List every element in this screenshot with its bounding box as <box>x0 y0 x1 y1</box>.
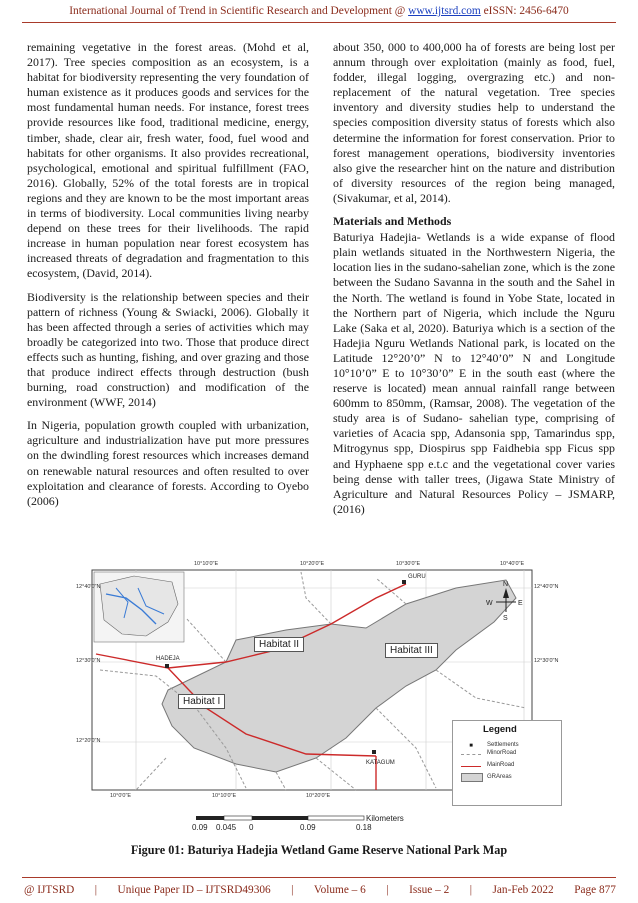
settlement-marker <box>372 750 376 754</box>
legend-item: GRAreas <box>487 774 512 780</box>
compass-w: W <box>486 600 493 607</box>
place-label-guru: GURU <box>408 574 426 580</box>
left-column <box>27 40 309 517</box>
legend-item: MainRoad <box>487 762 515 768</box>
page-footer <box>24 884 616 896</box>
lat-tick: 12°40'0"N <box>534 584 559 590</box>
paragraph: about 350, 000 to 400,000 ha of forests are being lost per annum through over exploitation (mainly as food, fuel, fodder, illegal logging, overgrazing etc.) and non-replacement of the natural vegetation. Tree species inventory and diversity studies help to understand the species composition diversity status of forests which also determine the information for forest conservation. Prior to forest management operations, biodiversity inventories also give the researcher hint on the nature and distribution of diversity resources of the region being managed, (Sivakumar, et al, 2014). <box>333 40 615 205</box>
footer-page: Page 877 <box>574 884 616 896</box>
place-label-hadeja: HADEJA <box>156 656 180 662</box>
right-column <box>333 40 615 525</box>
lat-tick: 12°30'0"N <box>534 658 559 664</box>
lon-tick: 10°0'0"E <box>110 793 132 799</box>
settlement-marker <box>402 580 406 584</box>
scale-label: 0.045 <box>216 823 237 832</box>
scale-label: 0 <box>249 823 254 832</box>
settlement-marker <box>165 664 169 668</box>
footer-volume: Volume – 6 <box>313 884 366 896</box>
scale-label: 0.09 <box>300 823 316 832</box>
map-legend <box>452 720 562 806</box>
lat-tick: 12°30'0"N <box>76 658 101 664</box>
legend-item: MinorRoad <box>487 750 517 756</box>
place-label-katagum: KATAGUM <box>366 760 395 766</box>
journal-name: International Journal of Trend in Scientific Research and Development @ <box>69 5 409 17</box>
habitat-2-label: Habitat II <box>254 637 304 652</box>
scale-bar <box>196 816 364 820</box>
habitat-3-label: Habitat III <box>385 643 438 658</box>
footer-journal: @ IJTSRD <box>24 884 75 896</box>
page-header <box>0 5 638 17</box>
lon-tick: 10°20'0"E <box>300 561 325 567</box>
footer-sep: | <box>386 884 389 896</box>
compass-e: E <box>518 600 523 607</box>
header-rule <box>22 22 616 23</box>
scale-label: 0.18 <box>356 823 372 832</box>
lat-tick: 12°20'0"N <box>76 738 101 744</box>
compass-s: S <box>503 615 508 622</box>
minor-road-legend-icon <box>461 754 481 755</box>
lon-tick: 10°10'0"E <box>212 793 237 799</box>
footer-sep: | <box>94 884 98 896</box>
footer-rule <box>22 877 616 878</box>
issn: eISSN: 2456-6470 <box>480 5 569 17</box>
footer-date: Jan-Feb 2022 <box>492 884 554 896</box>
scale-label: 0.09 <box>192 823 208 832</box>
paragraph: In Nigeria, population growth coupled with urbanization, agriculture and industrialization have put more pressures on the dwindling forest resources which increases demand on renewable natural resources and often resulted to over exploitation and clearance of forests. According to Oyebo (2006) <box>27 418 309 508</box>
lon-tick: 10°10'0"E <box>194 561 219 567</box>
lon-tick: 10°40'0"E <box>500 561 525 567</box>
settlement-legend-icon: ■ <box>469 743 473 749</box>
paragraph: Biodiversity is the relationship between species and their pattern of richness (Young & Swiacki, 2006). Globally it has been affected through a series of activities which may broadly be categorized into two. Those that produce direct effects such as hunting, fishing, and over grazing and those that produce indirect effects through destruction (bush burning, road construction) and modification of the environment (WWF, 2014) <box>27 289 309 410</box>
journal-link[interactable]: www.ijtsrd.com <box>408 5 481 17</box>
legend-item: Settlements <box>487 742 519 748</box>
footer-issue: Issue – 2 <box>409 884 450 896</box>
footer-paper-id: Unique Paper ID – IJTSRD49306 <box>117 884 271 896</box>
footer-sep: | <box>469 884 473 896</box>
footer-sep: | <box>291 884 294 896</box>
paragraph: remaining vegetative in the forest areas. (Mohd et al, 2017). Tree species composition as an ecosystem, is a habitat for biodiversity representing the very foundation of human existence as it produces goods and services for the most fundamental human needs. For instance, forest trees provide resources like food, traditional medicine, energy, timber, shade, clear air, fresh water, food, fuel wood and habitats for other organisms. It also provides recreational, psychological, emotional and spiritual fulfillment (FAO, 2016). Globally, 52% of the total forests are in tropical regions and they are known to be the most important areas in terms of biodiversity. Local communities living nearby depend on these trees for their livelihoods. The rapid increase in human population near forest ecosystem has increased threats of degradation and fragmentation to this ecosystem, (David, 2014). <box>27 40 309 281</box>
reserve-area-legend-icon <box>461 773 483 782</box>
main-road-legend-icon <box>461 766 481 767</box>
lat-tick: 12°40'0"N <box>76 584 101 590</box>
figure-caption: Figure 01: Baturiya Hadejia Wetland Game Reserve National Park Map <box>130 843 508 857</box>
study-area-map <box>76 558 566 840</box>
lon-tick: 10°30'0"E <box>396 561 421 567</box>
paragraph: Baturiya Hadejia- Wetlands is a wide expanse of flood plain wetlands situated in the Northwestern Nigeria, the location lies in the sudano-sahelian zone, which is the zone between the Sudano Savanna in the south and the Sahel in the North. The wetland is found in Yobe State, located in the Northern part of Nigeria, which include the Nguru Lake (Saka et al, 2020). Baturiya which is a section of the Hadejia Nguru Wetlands National park, is located on the Latitude 12°20’0” N to 12°40’0” N and Longitude 10°10’0” E to 10°30’0” E in the south east (where the reserve is located) mean annual rainfall range between 600mm to 850mm, (Ramsar, 2008). The vegetation of the study area is of Sudano- sahelian type, comprising of varieties of Acacia spp, Adansonia spp, Tamarindus spp, Mitrogynus spp, Diospirus spp Faidhebia spp Ficus spp and Hyphaene spp e.t.c and the vegetational cover varies being dense with taller trees, (Jigawa State Ministry of Agriculture and Natural Resources Policy – JSMARP, (2016) <box>333 230 615 516</box>
legend-title: Legend <box>483 724 517 735</box>
compass-n: N <box>503 581 509 588</box>
scale-unit: Kilometers <box>366 814 404 823</box>
section-heading: Materials and Methods <box>333 214 452 229</box>
lon-tick: 10°20'0"E <box>306 793 331 799</box>
nigeria-inset-map <box>94 572 184 642</box>
habitat-1-label: Habitat I <box>178 694 225 709</box>
